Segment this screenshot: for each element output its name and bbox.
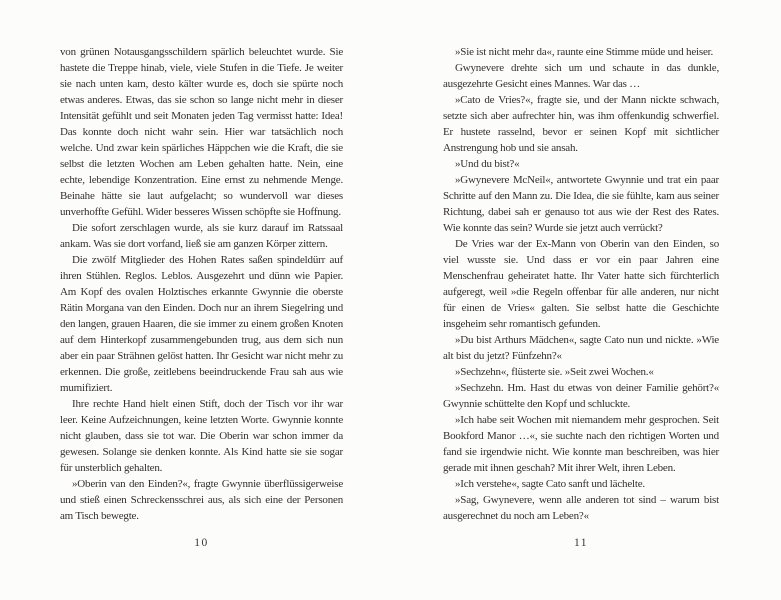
paragraph: von grünen Notausgangsschildern spärlich beleuchtet wurde. Sie hastete die Treppe hinab, viele, viele Stufen in die Tiefe. Je weiter sie nach unten kam, desto kälter wurde es, doch sie spürte noch etwas anderes. Etwas, das sie schon so lange nicht mehr in dieser Intensität gefühlt und seit Monaten jeden Tag vermisst hatte: Idea! Das konnte doch nicht wahr sein. Hier war tatsächlich noch welche. Und zwar kein spärliches Häppchen wie die Kraft, die sie selbst die letzten Wochen am Leben gehalten hatte. Nein, eine echte, lebendige Konzentration. Eine ernst zu nehmende Menge. Beinahe hätte sie laut aufgelacht; so wundervoll war dieses unverhoffte Gefühl. Wider besseres Wissen schöpfte sie Hoffnung.	[60, 46, 343, 218]
page-number-right: 11	[573, 537, 589, 549]
paragraph: »Sechzehn«, flüsterte sie. »Seit zwei Wochen.«	[455, 366, 654, 378]
page-right-text	[443, 44, 719, 524]
paragraph: »Sechzehn. Hm. Hast du etwas von deiner Familie gehört?« Gwynnie schüttelte den Kopf und schluckte.	[443, 382, 719, 410]
paragraph: »Sag, Gwynevere, wenn alle anderen tot sind – warum bist ausgerechnet du noch am Leben?«	[443, 494, 719, 522]
paragraph: De Vries war der Ex-Mann von Oberin van den Einden, so viel wusste sie. Und dass er vor ein paar Jahren eine Menschenfrau geheiratet hatte. Ihr Vater hatte sich fürchterlich aufgeregt, weil »die Regeln offenbar für alle anderen, nur nicht für einen de Vries« galten. Sie selbst hatte die Geschichte insgeheim sehr romantisch gefunden.	[443, 238, 719, 330]
paragraph: Gwynevere drehte sich um und schaute in das dunkle, ausgezehrte Gesicht eines Mannes. War das …	[443, 62, 719, 90]
paragraph: »Oberin van den Einden?«, fragte Gwynnie überflüssigerweise und stieß einen Schreckensschrei aus, als sich eine der Personen am Tisch bewegte.	[60, 478, 343, 522]
paragraph: »Ich habe seit Wochen mit niemandem mehr gesprochen. Seit Bookford Manor …«, sie suchte nach den richtigen Worten und fand sie irgendwie nicht. Wie konnte man beschreiben, was hier gerade mit ihnen geschah? Mit ihrer Welt, ihren Leben.	[443, 414, 719, 474]
page-number-left: 10	[194, 537, 209, 549]
paragraph: »Sie ist nicht mehr da«, raunte eine Stimme müde und heiser.	[455, 46, 714, 58]
paragraph: »Du bist Arthurs Mädchen«, sagte Cato nun und nickte. »Wie alt bist du jetzt? Fünfzehn?«	[443, 334, 719, 362]
paragraph: Die sofort zerschlagen wurde, als sie kurz darauf im Ratssaal ankam. Was sie dort vorfand, ließ sie am ganzen Körper zittern.	[60, 222, 343, 250]
paragraph: Ihre rechte Hand hielt einen Stift, doch der Tisch vor ihr war leer. Keine Aufzeichnungen, keine letzten Worte. Gwynnie konnte nicht glauben, dass sie tot war. Die Oberin war schon immer da gewesen. Solange sie denken konnte. Als Kind hatte sie sie sogar für unsterblich gehalten.	[60, 398, 343, 474]
paragraph: »Gwynevere McNeil«, antwortete Gwynnie und trat ein paar Schritte auf den Mann zu. Die Idea, die sie fühlte, kam aus seiner Richtung, dabei sah er genauso tot aus wie der Rest des Rates. Wie konnte das sein? Wurde sie jetzt auch verrückt?	[443, 174, 719, 234]
page-right	[443, 0, 719, 600]
paragraph: »Und du bist?«	[455, 158, 520, 170]
page-left-text	[60, 44, 343, 524]
paragraph: »Ich verstehe«, sagte Cato sanft und lächelte.	[455, 478, 645, 490]
paragraph: Die zwölf Mitglieder des Hohen Rates saßen spindeldürr auf ihren Stühlen. Reglos. Leblos. Ausgezehrt und dünn wie Papier. Am Kopf des ovalen Holztisches erkannte Gwynnie die oberste Rätin Morgana van den Einden. Doch nur an ihrem Siegelring und den langen, grauen Haaren, die sie immer zu einem großen Knoten auf dem Hinterkopf zusammengebunden trug, aus dem sich nun aber ein paar Strähnen gelöst hatten. Ihr Gesicht war nicht mehr zu erkennen. Die große, zeitlebens beeindruckende Frau sah aus wie mumifiziert.	[60, 254, 343, 394]
paragraph: »Cato de Vries?«, fragte sie, und der Mann nickte schwach, setzte sich aber aufrechter hin, was ihm offenkundig schwerfiel. Er hustete rasselnd, bevor er seinen Kopf mit sichtlicher Anstrengung hob und sie ansah.	[443, 94, 719, 154]
page-left	[60, 0, 343, 600]
